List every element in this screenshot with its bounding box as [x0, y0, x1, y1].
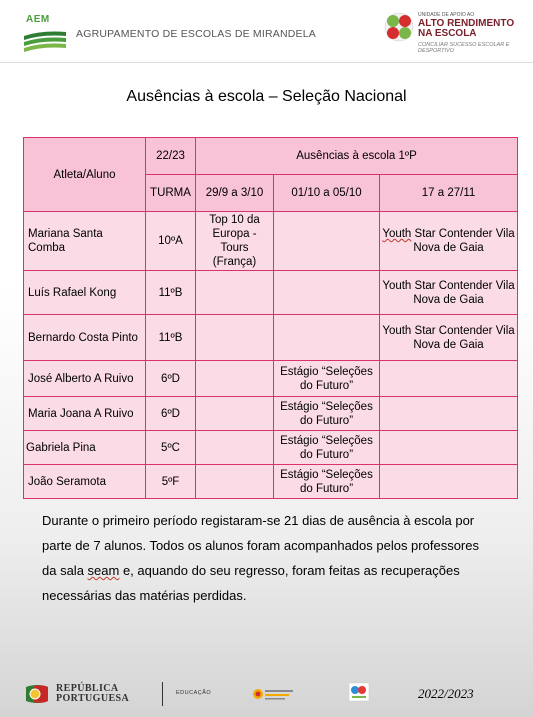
spelling-flag-word: Youth: [382, 228, 412, 240]
athlete-class: 5ºF: [146, 465, 196, 499]
table-row: [24, 431, 518, 465]
absence-period-1: [196, 315, 274, 361]
athlete-class: 5ºC: [146, 431, 196, 465]
header-divider: [0, 62, 533, 63]
header-absences: Ausências à escola 1ºP: [196, 138, 518, 175]
are-logo-subtitle: CONCILIAR SUCESSO ESCOLAR E DESPORTIVO: [418, 42, 510, 54]
absence-period-2: Estágio “Seleções do Futuro”: [274, 465, 380, 499]
table-header-row: [24, 138, 518, 175]
school-name: AGRUPAMENTO DE ESCOLAS DE MIRANDELA: [76, 28, 316, 40]
absence-period-3: [380, 212, 518, 271]
athlete-name: João Seramota: [24, 465, 146, 499]
header-period-1: 29/9 a 3/10: [196, 175, 274, 212]
absence-period-2: [274, 271, 380, 315]
athlete-name: Gabriela Pina: [24, 431, 146, 465]
footer-divider: [162, 682, 163, 706]
absence-period-1: Top 10 da Europa - Tours (França): [196, 212, 274, 271]
athlete-name: Bernardo Costa Pinto: [24, 315, 146, 361]
republica-portuguesa-emblem-icon: [24, 683, 50, 705]
are-title-line1: ALTO RENDIMENTO: [418, 18, 515, 29]
are-logo-title: [418, 19, 514, 39]
absence-period-1: [196, 397, 274, 431]
table-row: [24, 465, 518, 499]
page-header: [0, 0, 533, 62]
absence-period-2: Estágio “Seleções do Futuro”: [274, 431, 380, 465]
republic-line2: PORTUGUESA: [56, 693, 130, 704]
athlete-name: Luís Rafael Kong: [24, 271, 146, 315]
program-logo-icon: [348, 682, 370, 702]
page-footer: [0, 674, 533, 717]
summary-text-part2: e, aquando do seu regresso, foram feitas as recuperações necessárias das matérias perdidas.: [42, 563, 460, 603]
header-period-2: 01/10 a 05/10: [274, 175, 380, 212]
absence-period-1: [196, 361, 274, 397]
athlete-class: 11ºB: [146, 315, 196, 361]
absence-period-3: Youth Star Contender Vila Nova de Gaia: [380, 315, 518, 361]
education-label: EDUCAÇÃO: [176, 690, 212, 696]
absence-period-3: [380, 397, 518, 431]
absence-period-2: [274, 315, 380, 361]
spelling-flag-word: seam: [87, 563, 120, 578]
partner-logo-icon: [252, 686, 296, 702]
are-title-line2: NA ESCOLA: [418, 28, 477, 39]
republica-portuguesa-text: [56, 684, 129, 704]
table-row: [24, 361, 518, 397]
table-row: [24, 397, 518, 431]
summary-text-part1: Durante o primeiro período registaram-se 21 dias de ausência à escola por parte de 7 alunos. Todos os alunos foram acompanhados pelos professores da sala: [42, 513, 479, 578]
aem-logo-text: AEM: [26, 14, 50, 25]
are-logo-top-text: UNIDADE DE APOIO AO: [418, 12, 475, 18]
absences-table: [23, 137, 518, 499]
athlete-name: Mariana Santa Comba: [24, 212, 146, 271]
absence-period-2: Estágio “Seleções do Futuro”: [274, 361, 380, 397]
are-logo-icon: [384, 12, 414, 42]
absence-period-2: Estágio “Seleções do Futuro”: [274, 397, 380, 431]
athlete-class: 11ºB: [146, 271, 196, 315]
republic-line1: REPÚBLICA: [56, 683, 119, 694]
absence-period-1: [196, 271, 274, 315]
athlete-class: 6ºD: [146, 397, 196, 431]
page-title: Ausências à escola – Seleção Nacional: [126, 88, 407, 105]
athlete-name: Maria Joana A Ruivo: [24, 397, 146, 431]
athlete-name: José Alberto A Ruivo: [24, 361, 146, 397]
athlete-class: 10ºA: [146, 212, 196, 271]
absence-period-1: [196, 465, 274, 499]
header-year: 22/23: [146, 138, 196, 175]
absence-period-3: [380, 361, 518, 397]
absence-period-3: [380, 431, 518, 465]
absence-period-3: [380, 465, 518, 499]
table-row: [24, 212, 518, 271]
header-period-3: 17 a 27/11: [380, 175, 518, 212]
absence-period-2: [274, 212, 380, 271]
summary-paragraph: [42, 508, 492, 608]
table-row: [24, 271, 518, 315]
table-row: [24, 315, 518, 361]
header-class: TURMA: [146, 175, 196, 212]
absence-period-1: [196, 431, 274, 465]
header-athlete: Atleta/Aluno: [24, 138, 146, 212]
athlete-class: 6ºD: [146, 361, 196, 397]
school-year: 2022/2023: [418, 686, 474, 701]
event-text: Star Contender Vila Nova de Gaia: [411, 228, 515, 254]
absence-period-3: Youth Star Contender Vila Nova de Gaia: [380, 271, 518, 315]
